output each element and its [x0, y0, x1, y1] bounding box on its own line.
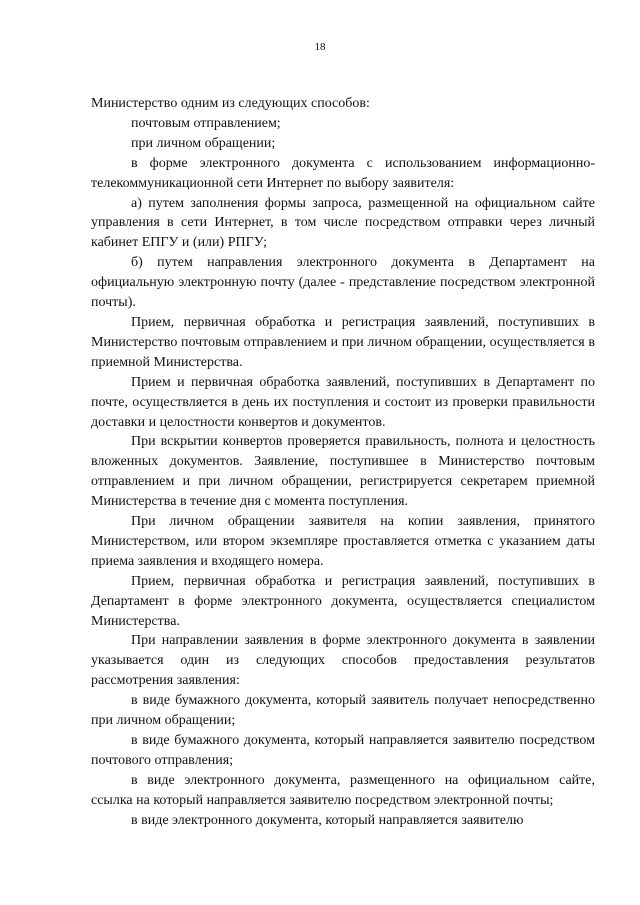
- paragraph: Министерство одним из следующих способов:: [91, 96, 370, 111]
- paragraph: в виде электронного документа, размещенного на официальном сайте, ссылка на который направляется заявителю посредством электронной почты;: [91, 772, 595, 808]
- paragraph: почтовым отправлением;: [131, 115, 281, 131]
- paragraph: Прием, первичная обработка и регистрация заявлений, поступивших в Министерство почтовым отправлением и при личном обращении, осуществляется в приемной Министерства.: [91, 314, 595, 370]
- paragraph: в виде бумажного документа, который заявитель получает непосредственно при личном обращении;: [91, 693, 595, 729]
- paragraph: б) путем направления электронного документа в Департамент на официальную электронную почту (далее - представление посредством электронной почты).: [91, 255, 595, 311]
- paragraph: в виде электронного документа, который направляется заявителю: [131, 812, 524, 828]
- paragraph: при личном обращении;: [131, 135, 276, 151]
- paragraph: а) путем заполнения формы запроса, размещенной на официальном сайте управления в сети Интернет, в том числе посредством отправки через личный кабинет ЕПГУ и (или) РПГУ;: [91, 195, 595, 251]
- paragraph: в виде бумажного документа, который направляется заявителю посредством почтового отправления;: [91, 733, 595, 768]
- paragraph: При личном обращении заявителя на копии заявления, принятого Министерством, или втором экземпляре проставляется отметка с указанием даты приема заявления и входящего номера.: [91, 514, 595, 569]
- paragraph: При вскрытии конвертов проверяется правильность, полнота и целостность вложенных документов. Заявление, поступившее в Министерство почтовым отправлением и при личном обращении, регистрируется секретарем приемной Министерства в течение дня с момента поступления.: [91, 434, 595, 510]
- paragraph: Прием, первичная обработка и регистрация заявлений, поступивших в Департамент в форме электронного документа, осуществляется специалистом Министерства.: [91, 573, 595, 629]
- paragraph: Прием и первичная обработка заявлений, поступивших в Департамент по почте, осуществляется в день их поступления и состоит из проверки правильности доставки и целостности конвертов и документов.: [91, 374, 595, 430]
- page-number: 18: [314, 41, 326, 53]
- paragraph: При направлении заявления в форме электронного документа в заявлении указывается один из следующих способов предоставления результатов рассмотрения заявления:: [91, 633, 595, 689]
- document-body: [91, 94, 595, 831]
- paragraph: в форме электронного документа с использованием информационно-телекоммуникационной сети Интернет по выбору заявителя:: [91, 155, 595, 191]
